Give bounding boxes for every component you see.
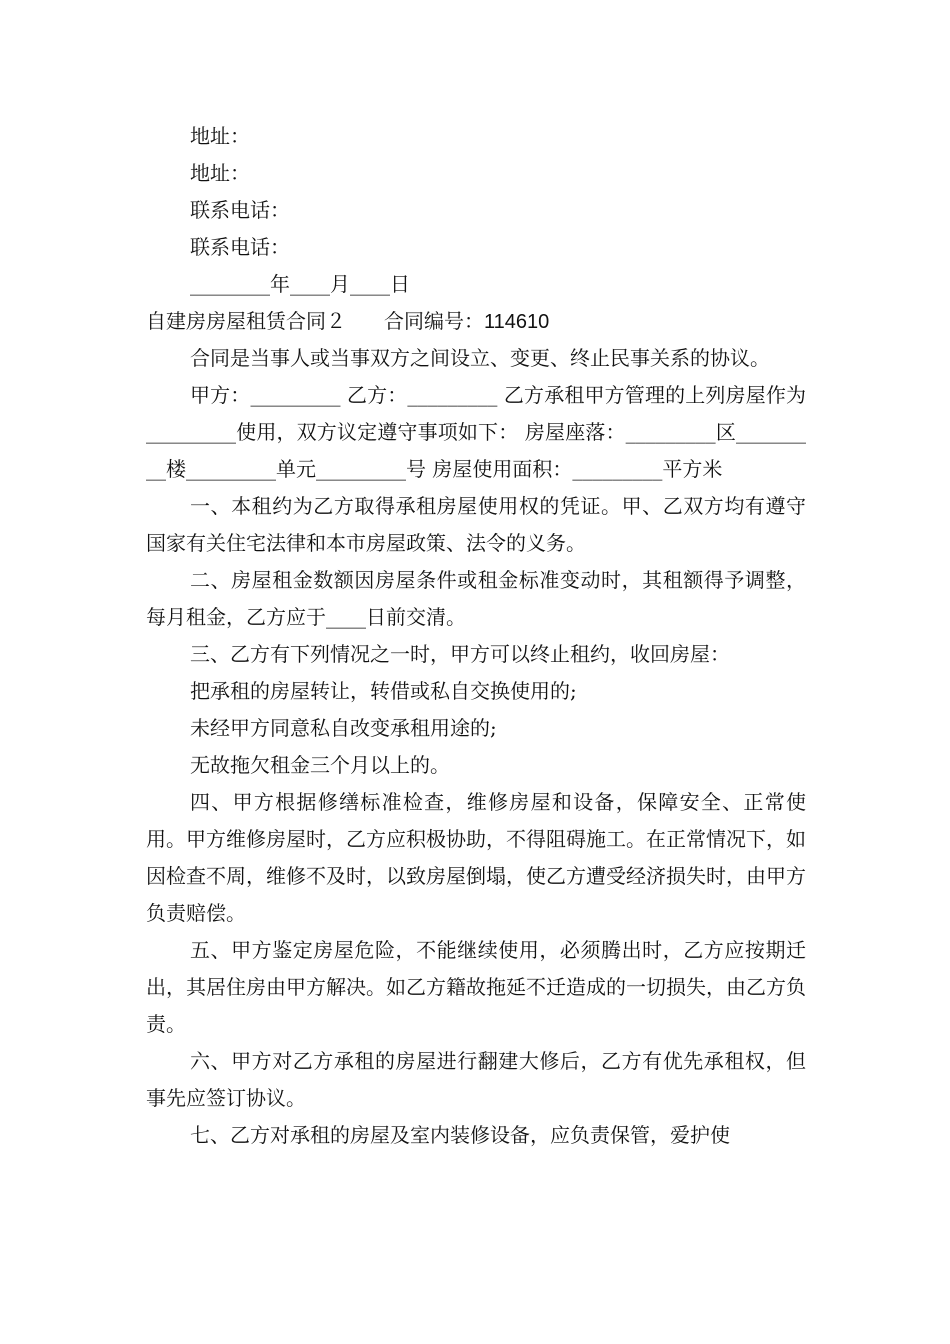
- clause-3-item: 无故拖欠租金三个月以上的。: [190, 753, 450, 777]
- phone-line: 联系电话：: [190, 198, 290, 222]
- clause-6: 六、甲方对乙方承租的房屋进行翻建大修后，乙方有优先承租权，但事先应签订协议。: [146, 1049, 806, 1110]
- parties-paragraph: 甲方：_________ 乙方：_________ 乙方承租甲方管理的上列房屋作为_________使用，双方议定遵守事项如下： 房屋座落：_________区_________楼_________单元_________号 房屋使用面积：_________平方米: [146, 383, 806, 481]
- clause-1: 一、本租约为乙方取得承租房屋使用权的凭证。甲、乙双方均有遵守国家有关住宅法律和本市房屋政策、法令的义务。: [146, 494, 806, 555]
- document-body: [146, 118, 806, 1154]
- contract-number: 114610: [484, 311, 550, 333]
- intro-paragraph: 合同是当事人或当事双方之间设立、变更、终止民事关系的协议。: [190, 346, 770, 370]
- date-line: ________年____月____日: [190, 272, 410, 296]
- clause-3-item: 未经甲方同意私自改变承租用途的;: [190, 716, 497, 740]
- contract-title-row: [146, 303, 806, 340]
- clause-3-item: 把承租的房屋转让，转借或私自交换使用的;: [190, 679, 577, 703]
- clause-3: 三、乙方有下列情况之一时，甲方可以终止租约，收回房屋：: [190, 642, 730, 666]
- address-line: 地址：: [190, 124, 250, 148]
- phone-line: 联系电话：: [190, 235, 290, 259]
- address-line: 地址：: [190, 161, 250, 185]
- contract-title: 自建房房屋租赁合同２: [146, 309, 346, 333]
- clause-5: 五、甲方鉴定房屋危险，不能继续使用，必须腾出时，乙方应按期迁出，其居住房由甲方解决。如乙方籍故拖延不迁造成的一切损失，由乙方负责。: [146, 938, 806, 1036]
- contract-number-label: 合同编号：: [384, 309, 484, 333]
- clause-7: 七、乙方对承租的房屋及室内装修设备，应负责保管，爱护使: [190, 1123, 730, 1147]
- clause-2: 二、房屋租金数额因房屋条件或租金标准变动时，其租额得予调整，每月租金，乙方应于____日前交清。: [146, 568, 806, 629]
- clause-4: 四、甲方根据修缮标准检查，维修房屋和设备，保障安全、正常使用。甲方维修房屋时，乙方应积极协助，不得阻碍施工。在正常情况下，如因检查不周，维修不及时，以致房屋倒塌，使乙方遭受经济损失时，由甲方负责赔偿。: [146, 790, 806, 925]
